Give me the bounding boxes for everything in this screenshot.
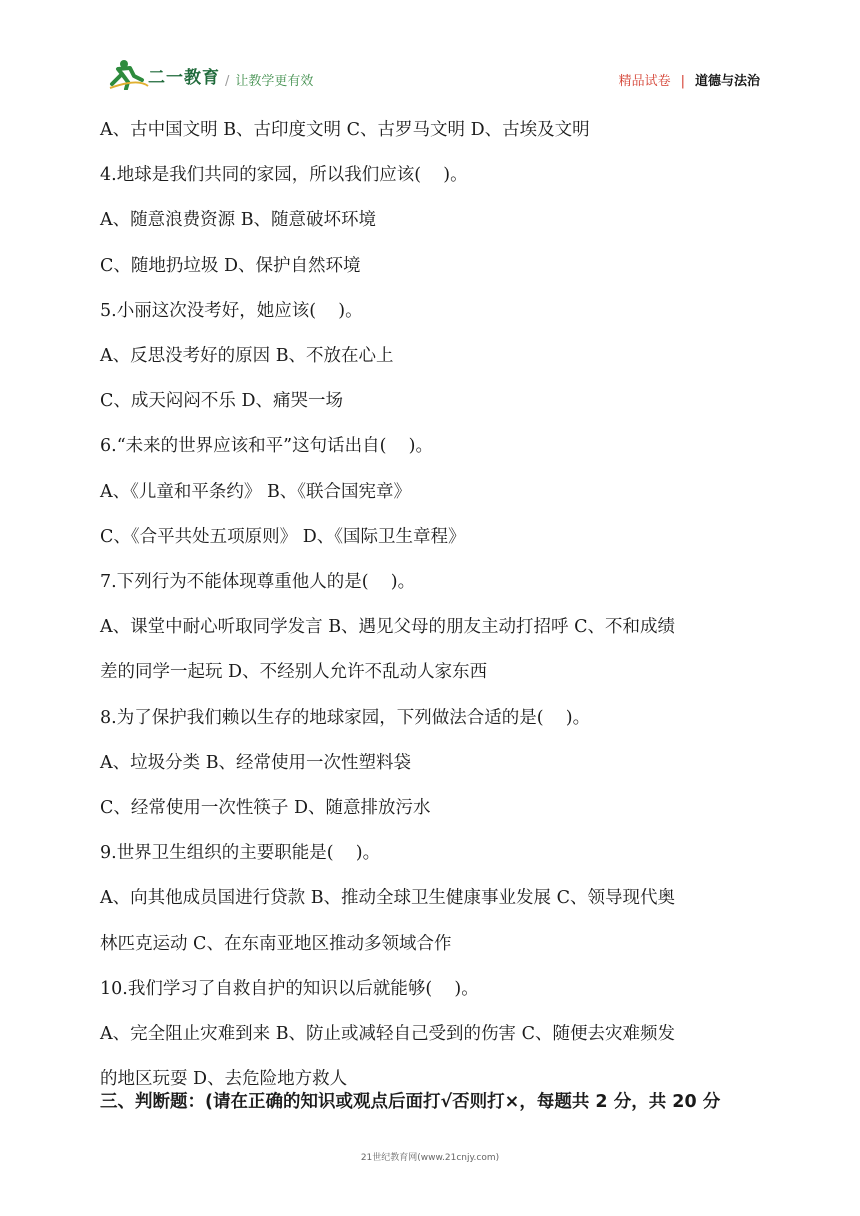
question-content <box>100 108 768 1102</box>
question-4: 4.地球是我们共同的家园，所以我们应该( )。 <box>100 165 468 186</box>
doc-tags <box>619 70 760 89</box>
question-8: 8.为了保护我们赖以生存的地球家园，下列做法合适的是( )。 <box>100 707 591 728</box>
slogan-text: 让教学更有效 <box>235 74 314 89</box>
text-line: C、《合平共处五项原则》 D、《国际卫生章程》 <box>100 526 466 547</box>
tag-separator: | <box>680 74 685 89</box>
text-line: 林匹克运动 C、在东南亚地区推动多领域合作 <box>100 933 452 954</box>
footer-source: 21世纪教育网(www.21cnjy.com) <box>360 1153 500 1163</box>
text-line: A、向其他成员国进行贷款 B、推动全球卫生健康事业发展 C、领导现代奥 <box>100 888 676 909</box>
text-line: C、成天闷闷不乐 D、痛哭一场 <box>100 391 343 412</box>
text-line: 的地区玩耍 D、去危险地方救人 <box>100 1069 348 1090</box>
section-heading: 三、判断题：(请在正确的知识或观点后面打√否则打×，每题共 2 分，共 20 分 <box>100 1092 721 1112</box>
text-line: A、完全阻止灾难到来 B、防止或减轻自己受到的伤害 C、随便去灾难频发 <box>100 1024 676 1045</box>
slogan: / 让教学更有效 <box>225 74 314 89</box>
text-line: A、课堂中耐心听取同学发言 B、遇见父母的朋友主动打招呼 C、不和成绩 <box>100 617 676 638</box>
question-10: 10.我们学习了自救自护的知识以后就能够( )。 <box>100 978 479 999</box>
question-7: 7.下列行为不能体现尊重他人的是( )。 <box>100 572 416 593</box>
text-line: A、垃圾分类 B、经常使用一次性塑料袋 <box>100 752 412 773</box>
text-line: A、古中国文明 B、古印度文明 C、古罗马文明 D、古埃及文明 <box>100 120 590 140</box>
tag-quality: 精品试卷 <box>618 74 671 89</box>
question-5: 5.小丽这次没考好，她应该( )。 <box>100 300 363 321</box>
text-line: 差的同学一起玩 D、不经别人允许不乱动人家东西 <box>100 662 488 683</box>
text-line: A、反思没考好的原因 B、不放在心上 <box>100 346 394 367</box>
text-line: A、随意浪费资源 B、随意破坏环境 <box>100 210 377 231</box>
page-header <box>0 0 860 100</box>
text-line: C、随地扔垃圾 D、保护自然环境 <box>100 255 361 276</box>
question-6: 6.“未来的世界应该和平”这句话出自( )。 <box>100 436 433 457</box>
question-9: 9.世界卫生组织的主要职能是( )。 <box>100 843 381 864</box>
brand-name: 二一教育 <box>148 68 220 88</box>
tag-subject: 道德与法治 <box>694 74 760 89</box>
text-line: A、《儿童和平条约》 B、《联合国宪章》 <box>100 481 412 502</box>
text-line: C、经常使用一次性筷子 D、随意排放污水 <box>100 798 431 819</box>
